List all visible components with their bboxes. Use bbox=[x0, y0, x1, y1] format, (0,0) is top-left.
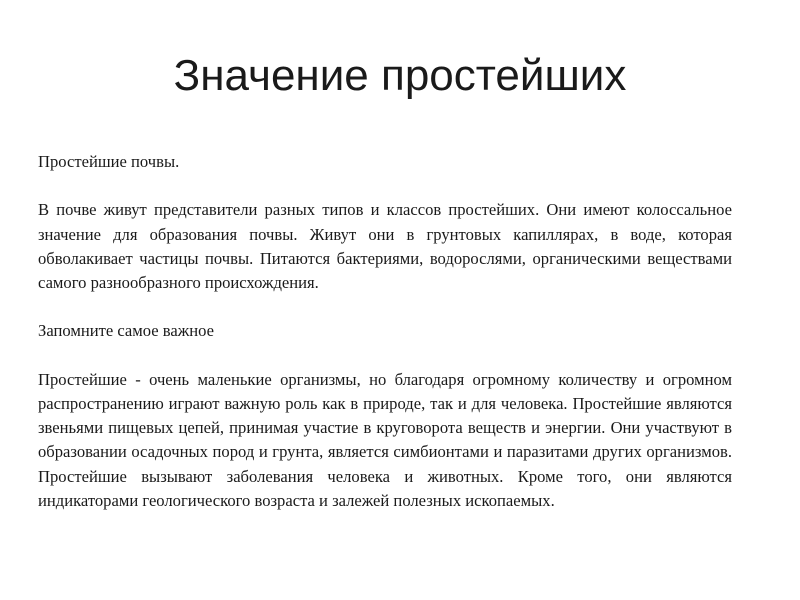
slide-body bbox=[38, 150, 732, 513]
spacer bbox=[38, 174, 732, 198]
spacer bbox=[38, 344, 732, 368]
slide-title: Значение простейших bbox=[173, 51, 627, 100]
spacer bbox=[38, 295, 732, 319]
paragraph-importance: Простейшие - очень маленькие организмы, но благодаря огромному количеству и огромном распространению играют важную роль как в природе, так и для человека. Простейшие являются звеньями пищевых цепей, принимая участие в круговорота веществ и энергии. Они участвуют в образовании осадочных пород и грунта, является симбионтами и паразитами других организмов. Простейшие вызывают заболевания человека и животных. Кроме того, они являются индикаторами геологического возраста и залежей полезных ископаемых. bbox=[38, 369, 732, 510]
section-heading: Простейшие почвы. bbox=[38, 152, 180, 171]
remember-heading: Запомните самое важное bbox=[38, 321, 214, 341]
paragraph-soil-protozoa: В почве живут представители разных типов и классов простейших. Они имеют колоссальное значение для образования почвы. Живут они в грунтовых капиллярах, в воде, которая обволакивает частицы почвы. Питаются бактериями, водорослями, органическими веществами самого разнообразного происхождения. bbox=[38, 200, 732, 292]
